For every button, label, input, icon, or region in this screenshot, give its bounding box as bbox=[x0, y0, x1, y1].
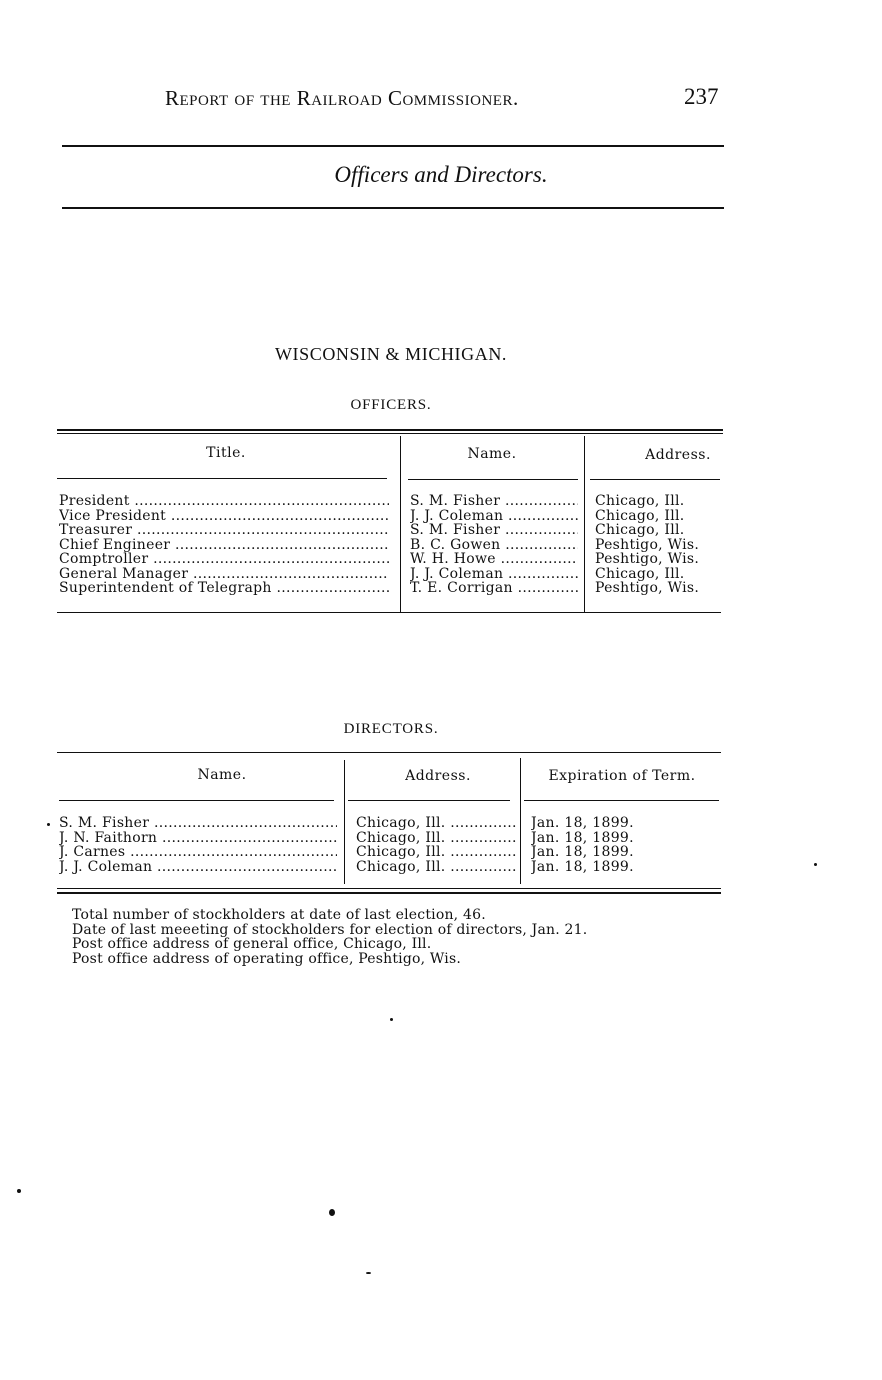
officers-header-rule-2 bbox=[408, 479, 578, 480]
ink-speck bbox=[17, 1189, 21, 1193]
officers-top-rule bbox=[57, 429, 723, 431]
running-head: Report of the Railroad Commissioner. bbox=[165, 86, 519, 110]
directors-col-expiration: Expiration of Term. bbox=[548, 768, 696, 784]
directors-row-expiration: Jan. 18, 1899. bbox=[531, 816, 634, 831]
officers-row-address: Chicago, Ill. bbox=[595, 508, 685, 523]
officers-row-title: Superintendent of Telegraph ..... bbox=[59, 581, 389, 596]
officers-row-name: T. E. Corrigan ..... bbox=[410, 581, 578, 596]
directors-header-rule-1 bbox=[59, 800, 334, 801]
officers-row-name: B. C. Gowen ..... bbox=[410, 538, 578, 553]
officers-row-address: Peshtigo, Wis. bbox=[595, 581, 700, 596]
note-general-office: Post office address of general office, Chicago, Ill. bbox=[72, 936, 432, 952]
note-last-meeting: Date of last meeeting of stockholders for election of directors, Jan. 21. bbox=[72, 921, 588, 938]
ink-speck bbox=[814, 863, 817, 866]
officers-row-address: Chicago, Ill. bbox=[595, 523, 685, 538]
section-title: Officers and Directors. bbox=[334, 162, 548, 187]
officers-row-address: Chicago, Ill. bbox=[595, 494, 685, 509]
header-rule-bottom bbox=[62, 207, 724, 209]
note-operating-office: Post office address of operating office, Peshtigo, Wis. bbox=[72, 950, 461, 967]
officers-row-title: Vice President ..... bbox=[59, 509, 389, 524]
directors-col-name: Name. bbox=[197, 767, 247, 783]
officers-heading: OFFICERS. bbox=[350, 397, 432, 413]
directors-row-address: Chicago, Ill. ..... bbox=[356, 816, 516, 831]
directors-row-expiration: Jan. 18, 1899. bbox=[531, 859, 634, 874]
officers-header-rule-3 bbox=[590, 479, 720, 480]
officers-col-address: Address. bbox=[645, 447, 711, 463]
directors-row-address: Chicago, Ill. ..... bbox=[356, 845, 516, 860]
directors-row-name: J. J. Coleman ..... bbox=[59, 860, 337, 875]
directors-col-address: Address. bbox=[405, 768, 471, 784]
directors-heading: DIRECTORS. bbox=[343, 721, 439, 737]
officers-row-title: General Manager ..... bbox=[59, 567, 389, 582]
officers-col-name: Name. bbox=[467, 446, 517, 462]
directors-row-name: J. Carnes ..... bbox=[59, 845, 337, 860]
officers-row-name: J. J. Coleman ..... bbox=[410, 567, 578, 582]
directors-row-address: Chicago, Ill. ..... bbox=[356, 831, 516, 846]
note-stockholders-total: Total number of stockholders at date of last election, 46. bbox=[72, 907, 486, 923]
officers-row-address: Chicago, Ill. bbox=[595, 566, 685, 581]
officers-header-rule-1 bbox=[57, 478, 387, 479]
officers-row-title: Treasurer ..... bbox=[59, 523, 389, 538]
officers-col-divider-2 bbox=[584, 436, 585, 612]
officers-bottom-rule bbox=[57, 612, 721, 613]
officers-row-name: J. J. Coleman ..... bbox=[410, 509, 578, 524]
directors-row-address: Chicago, Ill. ..... bbox=[356, 860, 516, 875]
company-name: WISCONSIN & MICHIGAN. bbox=[274, 344, 508, 364]
officers-row-name: S. M. Fisher ..... bbox=[410, 523, 578, 538]
directors-header-rule-3 bbox=[524, 800, 719, 801]
ink-speck bbox=[366, 1272, 371, 1274]
officers-row-name: W. H. Howe ..... bbox=[410, 552, 578, 567]
header-rule-top bbox=[62, 145, 724, 147]
ink-speck bbox=[390, 1018, 393, 1021]
ink-speck bbox=[47, 823, 50, 826]
directors-bottom-rule bbox=[57, 888, 721, 889]
directors-header-rule-2 bbox=[348, 800, 510, 801]
directors-row-name: J. N. Faithorn ..... bbox=[59, 831, 337, 846]
directors-row-expiration: Jan. 18, 1899. bbox=[531, 830, 634, 845]
officers-row-name: S. M. Fisher ..... bbox=[410, 494, 578, 509]
officers-top-rule-thin bbox=[57, 433, 723, 434]
officers-row-title: President ..... bbox=[59, 494, 389, 509]
ink-speck bbox=[329, 1209, 335, 1216]
directors-row-expiration: Jan. 18, 1899. bbox=[531, 845, 634, 860]
notes-block bbox=[72, 908, 587, 966]
officers-row-address: Peshtigo, Wis. bbox=[595, 537, 700, 552]
directors-row-name: S. M. Fisher ..... bbox=[59, 816, 337, 831]
page-number: 237 bbox=[684, 84, 719, 109]
directors-top-rule bbox=[57, 752, 721, 753]
directors-bottom-rule-thick bbox=[57, 892, 721, 894]
officers-col-title: Title. bbox=[206, 445, 246, 461]
officers-row-title: Chief Engineer ..... bbox=[59, 538, 389, 553]
officers-row-address: Peshtigo, Wis. bbox=[595, 552, 700, 567]
officers-row-title: Comptroller ..... bbox=[59, 552, 389, 567]
officers-col-divider-1 bbox=[400, 436, 401, 612]
